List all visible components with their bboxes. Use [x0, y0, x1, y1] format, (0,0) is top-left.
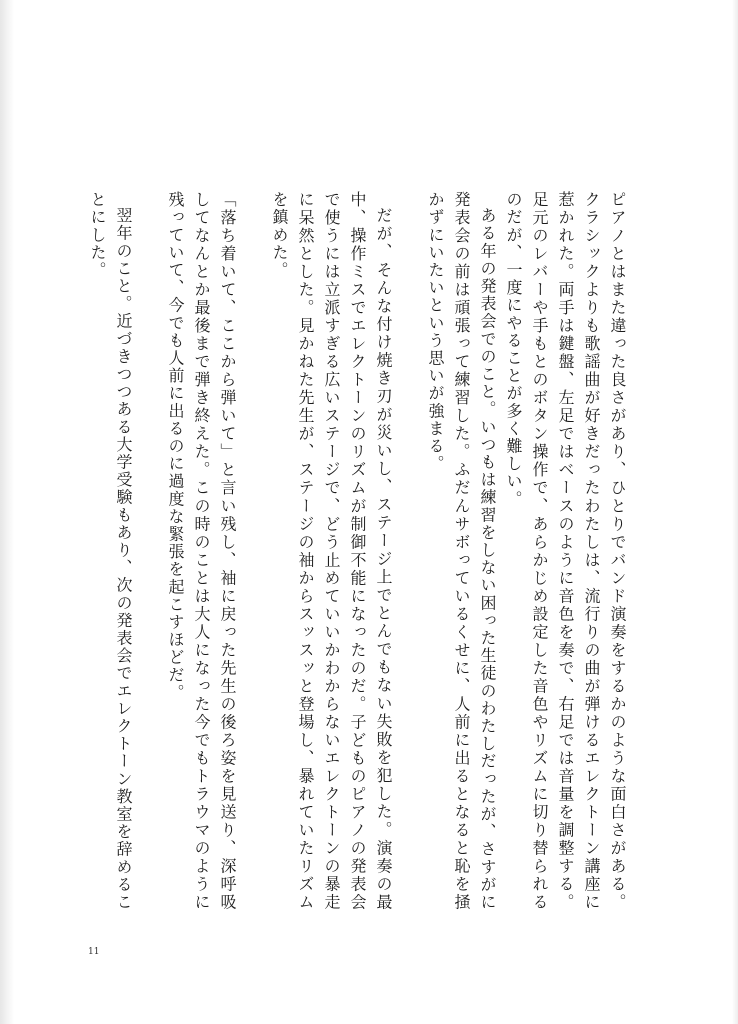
- paragraph-3: だが、そんな付け焼き刃が災いし、ステージ上でとんでもない失敗を犯した。演奏の最中、操作ミスでエレクトーンのリズムが制御不能になったのだ。子どものピアノの発表会で使うには立派すぎる広いステージで、どう止めていいかわからないエレクトーンの暴走に呆然とした。見かねた先生が、ステージの袖からスッスッと登場し、暴れていたリズムを鎮めた。: [270, 191, 393, 911]
- page-left-shadow: [0, 0, 14, 1024]
- page-right-shadow: [732, 0, 738, 1024]
- paragraph-1: ピアノとはまた違った良さがあり、ひとりでバンド演奏をするかのような面白さがある。クラシックよりも歌謡曲が好きだったわたしは、流行りの曲が弾けるエレクトーン講座に惹かれた。両手は鍵盤、左足ではベースのように音色を奏で、右足では音量を調整する。足元のレバーや手もとのボタン操作で、あらかじめ設定した音色やリズムに切り替られるのだが、一度にやることが多く難しい。: [504, 191, 627, 911]
- paragraph-5: 翌年のこと。近づきつつある大学受験もあり、次の発表会でエレクトーン教室を辞めることにした。: [88, 191, 133, 911]
- vertical-text-body: [84, 191, 630, 911]
- paragraph-2: ある年の発表会でのこと。いつもは練習をしない困った生徒のわたしだったが、さすがに発表会の前は頑張って練習した。ふだんサボっているくせに、人前に出るとなると恥を掻かずにいたいという思いが強まる。: [426, 191, 497, 911]
- paragraph-4: 「落ち着いて、ここから弾いて」と言い残し、袖に戻った先生の後ろ姿を見送り、深呼吸してなんとか最後まで弾き終えた。この時のことは大人になった今でもトラウマのように残っていて、今でも人前に出るのに過度な緊張を起こすほどだ。: [166, 191, 237, 911]
- page-number: 11: [88, 947, 100, 957]
